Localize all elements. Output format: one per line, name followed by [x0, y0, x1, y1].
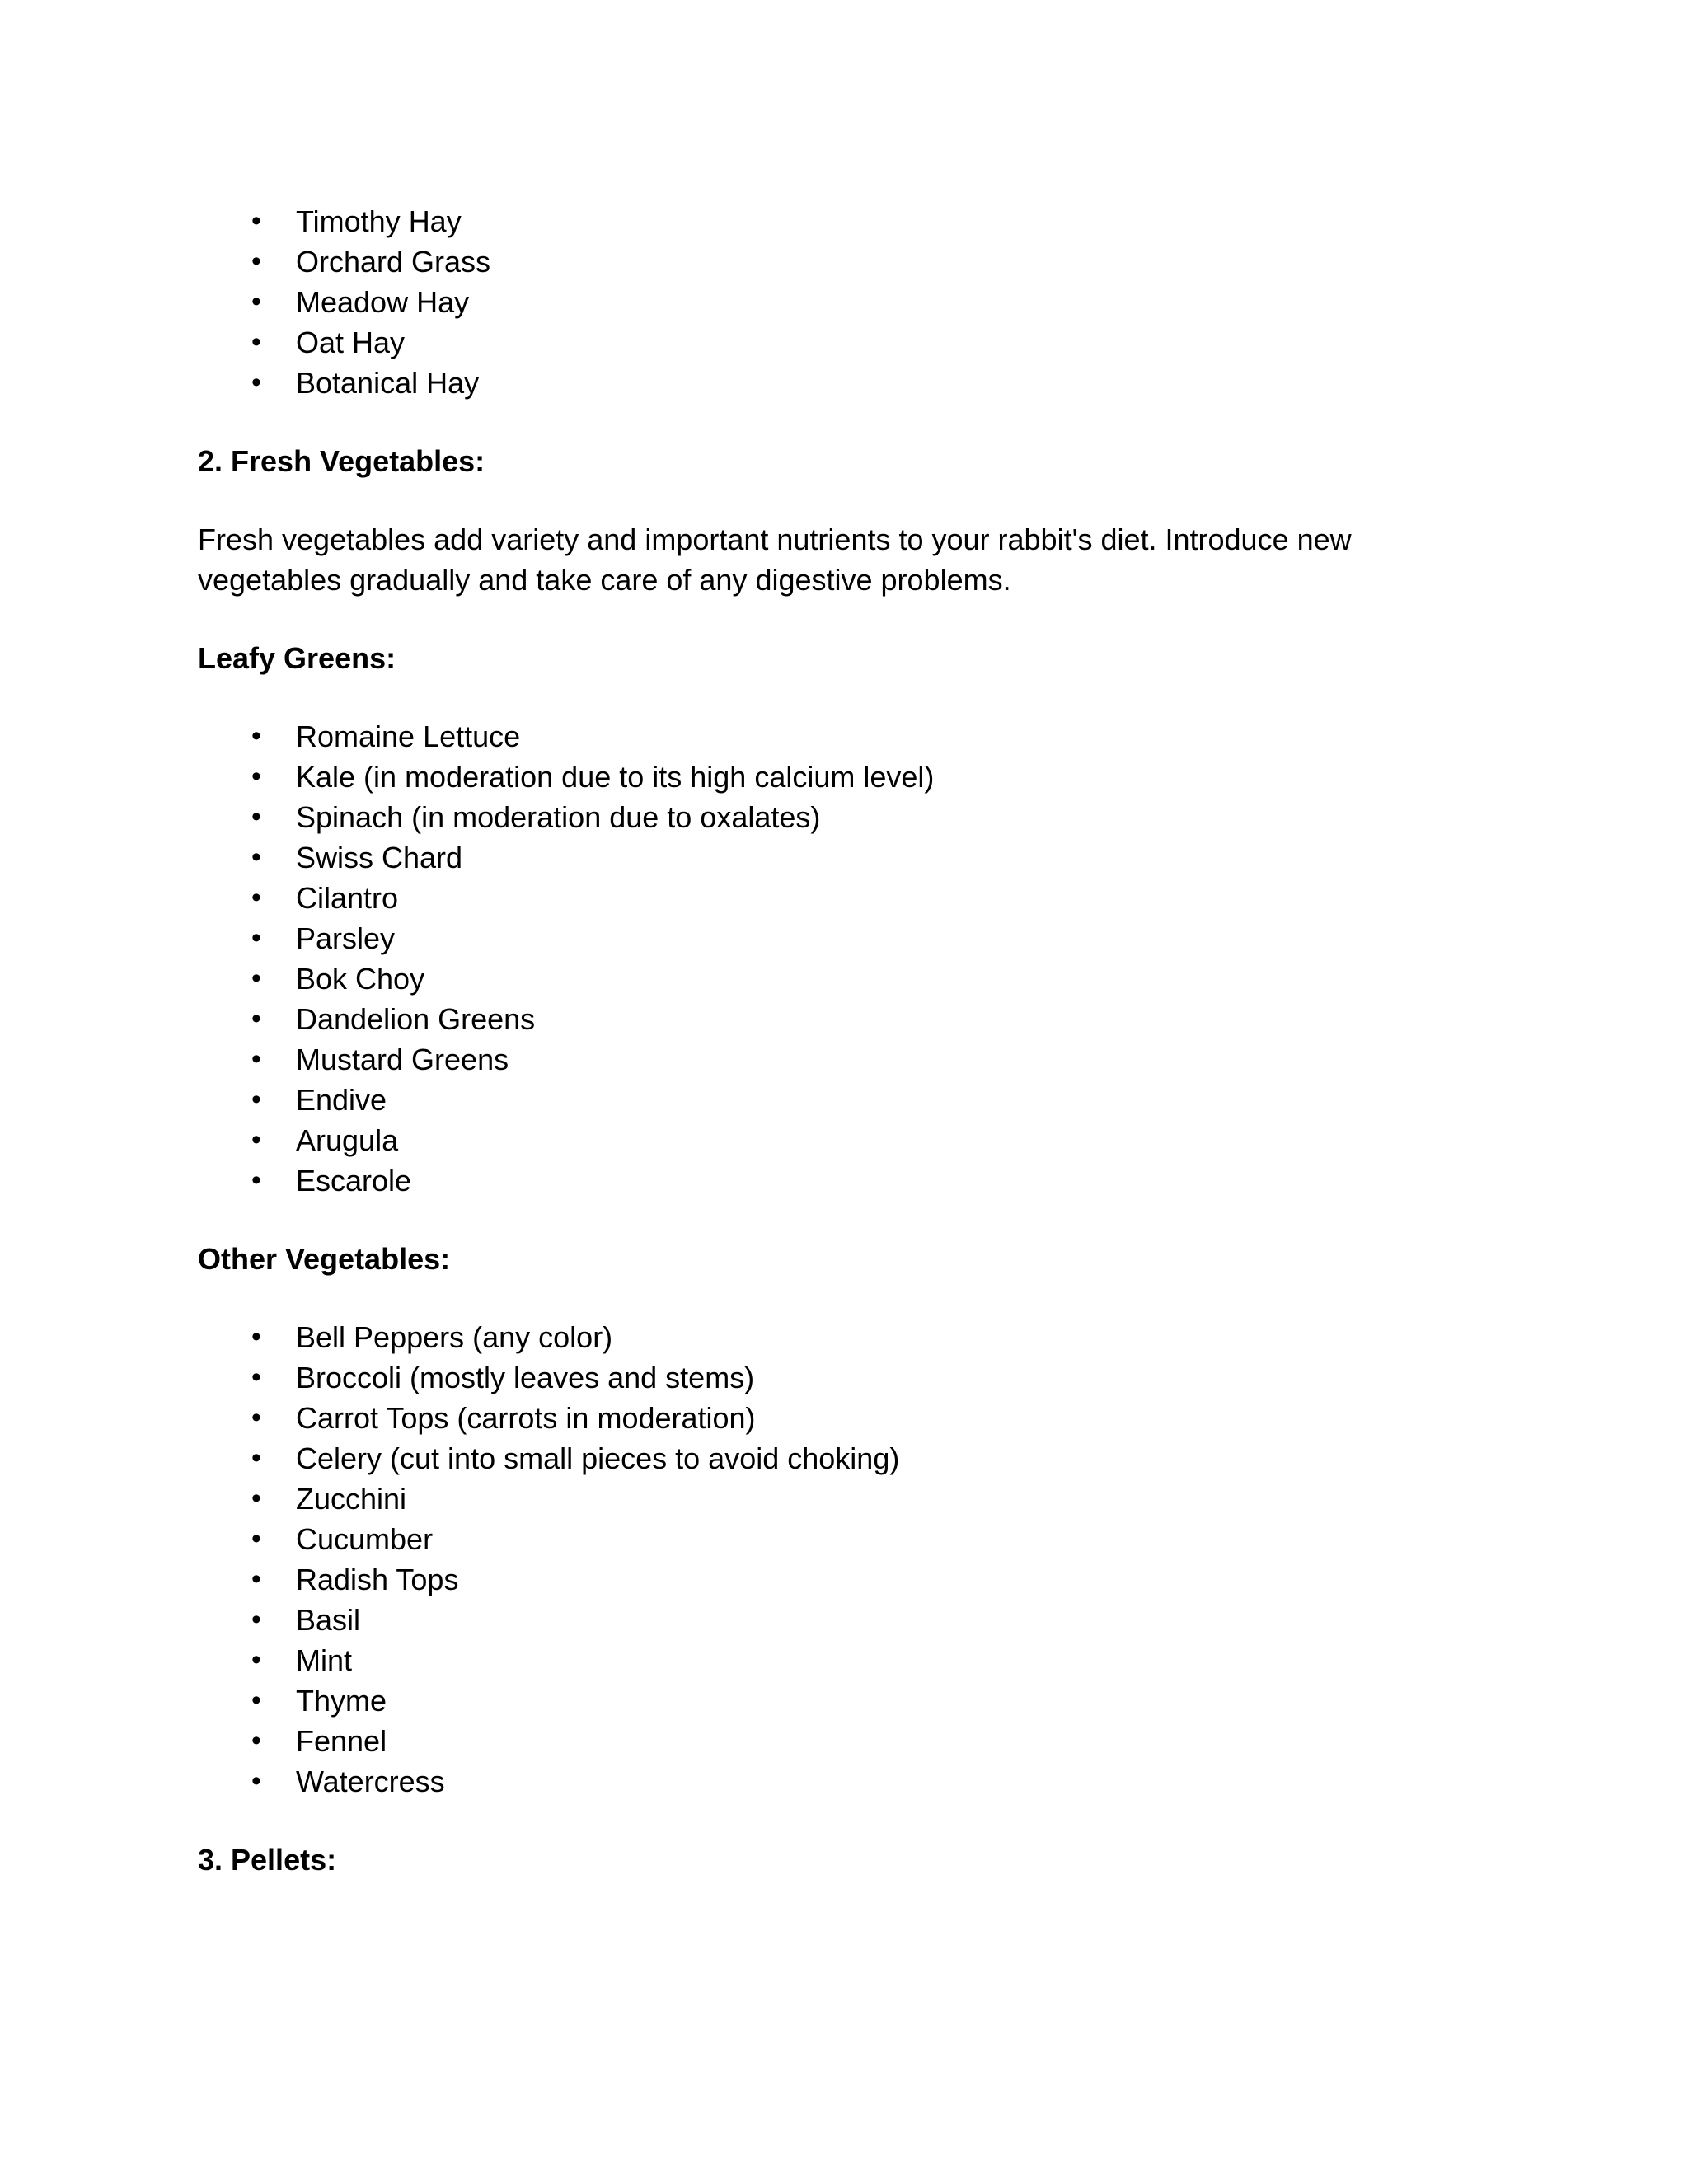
list-item-text: Meadow Hay [296, 285, 470, 319]
fresh-vegetables-intro: Fresh vegetables add variety and important nutrients to your rabbit's diet. Introduce new vegetables gradually and take care of any digestive problems. [198, 523, 1352, 597]
bullet-icon: • [251, 1043, 261, 1075]
list-item-text: Bell Peppers (any color) [296, 1320, 613, 1354]
list-item-text: Broccoli (mostly leaves and stems) [296, 1361, 755, 1394]
list-item-text: Escarole [296, 1164, 412, 1197]
list-item-text: Zucchini [296, 1482, 407, 1516]
list-item [198, 1080, 1492, 1120]
list-item [198, 716, 1492, 757]
list-item [198, 322, 1492, 363]
list-item-text: Cilantro [296, 881, 399, 915]
bullet-icon: • [251, 720, 261, 752]
bullet-icon: • [251, 286, 261, 317]
bullet-icon: • [251, 1483, 261, 1514]
section-heading-leafy-greens: Leafy Greens: [198, 641, 396, 675]
hay-list [198, 201, 1492, 403]
bullet-icon: • [251, 963, 261, 994]
bullet-icon: • [251, 1644, 261, 1675]
list-item [198, 797, 1492, 837]
list-item [198, 1761, 1492, 1802]
bullet-icon: • [251, 1402, 261, 1433]
list-item [198, 201, 1492, 241]
list-item [198, 1479, 1492, 1519]
list-item [198, 363, 1492, 403]
list-item-text: Celery (cut into small pieces to avoid choking) [296, 1441, 900, 1475]
bullet-icon: • [251, 1003, 261, 1034]
list-item [198, 878, 1492, 918]
bullet-icon: • [251, 1523, 261, 1554]
list-item [198, 1398, 1492, 1438]
list-item [198, 1600, 1492, 1640]
list-item-text: Thyme [296, 1684, 387, 1718]
list-item-text: Oat Hay [296, 326, 406, 359]
bullet-icon: • [251, 761, 261, 792]
section-heading-pellets: 3. Pellets: [198, 1843, 337, 1877]
bullet-icon: • [251, 922, 261, 954]
list-item [198, 958, 1492, 999]
list-item [198, 1559, 1492, 1600]
bullet-icon: • [251, 1563, 261, 1595]
list-item-text: Watercress [296, 1765, 445, 1798]
list-item-text: Carrot Tops (carrots in moderation) [296, 1401, 756, 1435]
bullet-icon: • [251, 841, 261, 873]
list-item [198, 1721, 1492, 1761]
bullet-icon: • [251, 801, 261, 832]
bullet-icon: • [251, 1084, 261, 1115]
bullet-icon: • [251, 1685, 261, 1716]
list-item [198, 999, 1492, 1039]
list-item-text: Radish Tops [296, 1563, 459, 1596]
list-item [198, 1120, 1492, 1160]
list-item-text: Endive [296, 1083, 387, 1117]
list-item [198, 1357, 1492, 1398]
bullet-icon: • [251, 205, 261, 237]
list-item [198, 282, 1492, 322]
list-item-text: Timothy Hay [296, 204, 462, 238]
bullet-icon: • [251, 1765, 261, 1797]
list-item [198, 757, 1492, 797]
list-item-text: Cucumber [296, 1522, 434, 1556]
list-item-text: Basil [296, 1603, 361, 1637]
leafy-greens-list [198, 716, 1492, 1201]
bullet-icon: • [251, 1725, 261, 1756]
list-item [198, 1438, 1492, 1479]
list-item [198, 1039, 1492, 1080]
list-item-text: Swiss Chard [296, 841, 463, 874]
bullet-icon: • [251, 1124, 261, 1155]
list-item [198, 837, 1492, 878]
list-item-text: Kale (in moderation due to its high calcium level) [296, 760, 935, 794]
list-item-text: Parsley [296, 921, 396, 955]
bullet-icon: • [251, 882, 261, 913]
list-item [198, 1640, 1492, 1680]
list-item-text: Mint [296, 1643, 353, 1677]
list-item [198, 1680, 1492, 1721]
list-item-text: Mustard Greens [296, 1043, 509, 1076]
bullet-icon: • [251, 367, 261, 398]
list-item-text: Orchard Grass [296, 245, 491, 279]
bullet-icon: • [251, 1321, 261, 1352]
section-heading-other-vegetables: Other Vegetables: [198, 1242, 451, 1276]
list-item-text: Botanical Hay [296, 366, 480, 400]
list-item-text: Arugula [296, 1123, 399, 1157]
bullet-icon: • [251, 1165, 261, 1196]
other-vegetables-list [198, 1317, 1492, 1802]
list-item-text: Dandelion Greens [296, 1002, 536, 1036]
bullet-icon: • [251, 246, 261, 277]
list-item-text: Spinach (in moderation due to oxalates) [296, 800, 821, 834]
document-body [198, 201, 1492, 1880]
list-item [198, 1160, 1492, 1201]
list-item-text: Romaine Lettuce [296, 719, 521, 753]
list-item [198, 241, 1492, 282]
list-item-text: Fennel [296, 1724, 387, 1758]
bullet-icon: • [251, 1604, 261, 1635]
bullet-icon: • [251, 326, 261, 358]
list-item [198, 1317, 1492, 1357]
section-heading-fresh-vegetables: 2. Fresh Vegetables: [198, 444, 485, 478]
bullet-icon: • [251, 1361, 261, 1393]
list-item-text: Bok Choy [296, 962, 425, 996]
bullet-icon: • [251, 1442, 261, 1474]
list-item [198, 1519, 1492, 1559]
list-item [198, 918, 1492, 958]
